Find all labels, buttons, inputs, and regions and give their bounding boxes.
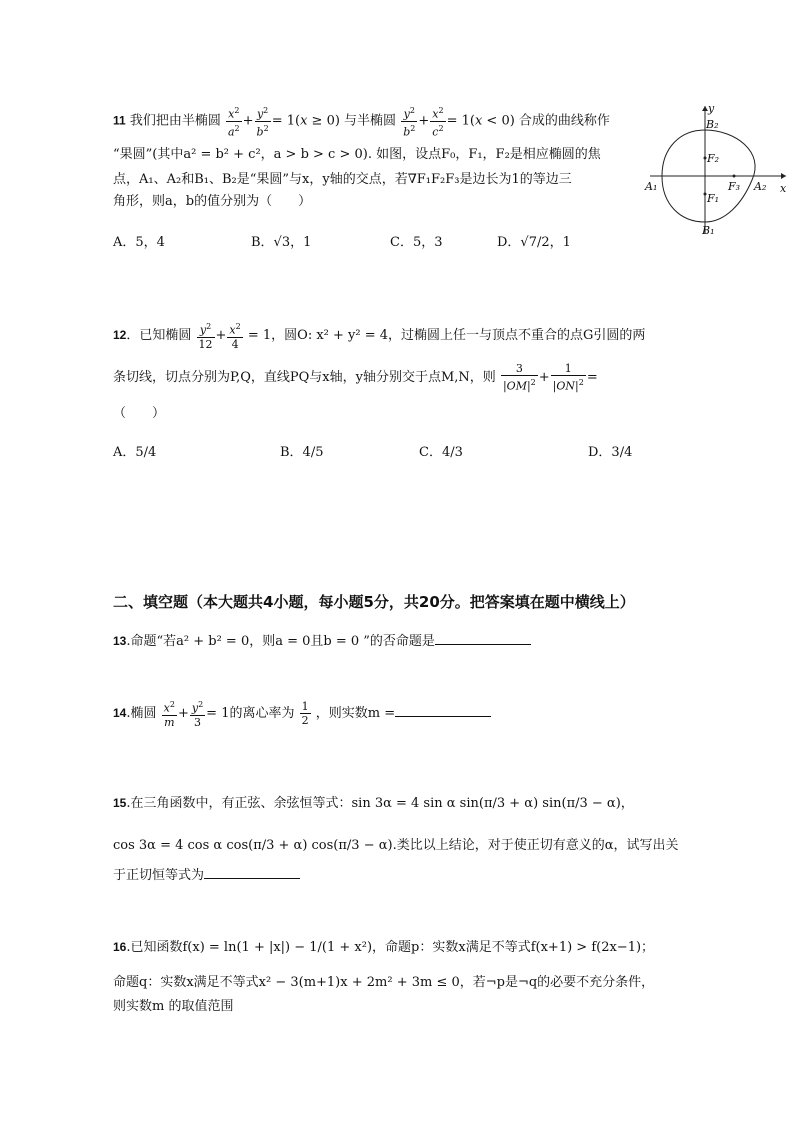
q11-line-1: 11 我们把由半椭圆 $\frac{x^2}{a^2}$ + $\frac{y^2}{b^2}$ = 1(x ≥ 0) 与半椭圆 $\frac{y^2}{b^2}$ + $\frac{x^2}{c^2}$ = 1(x < 0) 合成的曲线称作 [113,106,610,139]
q16-line-3: 则实数m 的取值范围 [113,999,234,1014]
q11-line-3: 点，A₁、A₂和B₁、B₂是“果圆”与x，y轴的交点，若∇F₁F₂F₃是边长为1的等边三 [113,172,572,187]
q13-line [113,630,531,649]
q15-line-2: cos 3α = 4 cos α cos(π/3 + α) cos(π/3 − α).类比以上结论，对于使正切有意义的α，试写出关 [113,838,679,853]
q11-text-b: 与半椭圆 [344,113,397,129]
q12-number: 12 [113,327,127,342]
q12-option-c[interactable]: C．4/3 [419,445,463,460]
q12-frac-3-om: $\frac{3}{|OM|^2}$ [502,362,536,393]
q14-number: 14 [113,705,127,720]
q11-frac-y2b2: $\frac{y^2}{b^2}$ [256,106,269,139]
q12-frac-x2-4: $\frac{x^2}{4}$ [229,322,241,351]
section-2-title: 二、填空题（本大题共4小题，每小题5分，共20分。把答案填在题中横线上） [113,593,635,611]
q15-text-l3: 于正切恒等式为 [113,868,205,883]
q11-line-4: 角形，则a，b的值分别为（ ） [113,194,312,209]
q14-frac-y2-3: $\frac{y^2}{3}$ [191,700,204,729]
q12-line-3: （ ） [113,406,166,421]
q13-answer-blank[interactable] [435,632,531,645]
q12-frac-1-on: $\frac{1}{|ON|^2}$ [552,362,584,393]
figure-label-y: y [708,102,715,115]
q11-text-c: 合成的曲线称作 [518,113,610,129]
q16-text-l1: .已知函数f(x) = ln(1 + |x|) − 1/(1 + x²)，命题p：实数x满足不等式f(x+1) > f(2x−1)； [126,940,655,955]
q14-text-c: ，则实数m = [315,705,396,721]
q14-line: 14.椭圆 $\frac{x^2}{m}$ + $\frac{y^2}{3}$ = 1的离心率为 $\frac{1}{2}$ ，则实数m = [113,698,491,729]
q16-number: 16 [113,940,127,954]
q12-line-1: 12．已知椭圆 $\frac{y^2}{12}$ + $\frac{x^2}{4}$ = 1，圆O: x² + y² = 4，过椭圆上任一与顶点不重合的点G引圆的两 [113,322,646,351]
q15-text-l1: .在三角函数中，有正弦、余弦恒等式：sin 3α = 4 sin α sin(π/3 + α) sin(π/3 − α)， [126,796,634,811]
q16-line-1 [113,936,654,955]
figure-label-b1: B₁ [702,224,715,237]
figure-label-f3: F₃ [728,180,741,193]
q14-frac-1-2: $\frac{1}{2}$ [301,699,309,727]
figure-label-f2: F₂ [707,152,720,165]
q12-text-b: = 1，圆O: x² + y² = 4，过椭圆上任一与顶点不重合的点G引圆的两 [247,327,646,343]
q11-line-2: “果圆”(其中a² = b² + c²，a > b > c > 0). 如图，设点F₀，F₁，F₂是相应椭圆的焦 [113,147,601,162]
q12-option-a[interactable]: A．5/4 [113,445,157,460]
q11-options [113,228,673,264]
q12-text-l2: 条切线，切点分别为P,Q，直线PQ与x轴，y轴分别交于点M,N，则 [113,369,496,385]
q11-option-b[interactable]: B．√3，1 [251,235,312,250]
q11-number: 11 [113,113,126,128]
q15-line-3 [113,864,300,883]
q15-answer-blank[interactable] [204,866,300,879]
q13-text: .命题“若a² + b² = 0，则a = 0且b = 0 ”的否命题是 [126,634,435,649]
q14-answer-blank[interactable] [395,704,491,717]
q11-option-a[interactable]: A．5，4 [113,235,165,250]
q12-options [113,438,673,474]
figure-label-x: x [780,182,787,195]
q14-frac-x2-m: $\frac{x^2}{m}$ [163,700,175,729]
q13-number: 13 [113,634,127,648]
figure-label-a1: A₁ [645,180,658,193]
figure-label-f1: F₁ [707,192,720,205]
q11-frac-x2a2: $\frac{x^2}{a^2}$ [227,106,240,139]
q11-frac-x2c2: $\frac{x^2}{c^2}$ [432,106,444,139]
q11-frac-y2b2-2: $\frac{y^2}{b^2}$ [403,106,416,139]
figure-label-b2: B₂ [706,118,719,131]
figure-label-a2: A₂ [754,180,767,193]
q11-text-a: 我们把由半椭圆 [129,113,221,129]
fruit-ellipse-figure [640,100,790,240]
q11-option-c[interactable]: C．5，3 [390,235,443,250]
q12-frac-y2-12: $\frac{y^2}{12}$ [198,322,213,351]
q14-text-a: .椭圆 [126,705,157,721]
q12-option-d[interactable]: D．3/4 [588,445,633,460]
q16-line-2: 命题q：实数x满足不等式x² − 3(m+1)x + 2m² + 3m ≤ 0，若¬p是¬q的必要不充分条件， [113,975,655,990]
q14-text-b: = 1的离心率为 [206,705,295,721]
q12-line-2: 条切线，切点分别为P,Q，直线PQ与x轴，y轴分别交于点M,N，则 $\frac{3}{|OM|^2}$ + $\frac{1}{|ON|^2}$ = [113,362,598,393]
q15-line-1 [113,792,634,811]
q11-option-d[interactable]: D．√7/2，1 [497,235,571,250]
q15-number: 15 [113,796,127,810]
q12-option-b[interactable]: B．4/5 [280,445,324,460]
q12-text-a: ．已知椭圆 [126,327,192,343]
